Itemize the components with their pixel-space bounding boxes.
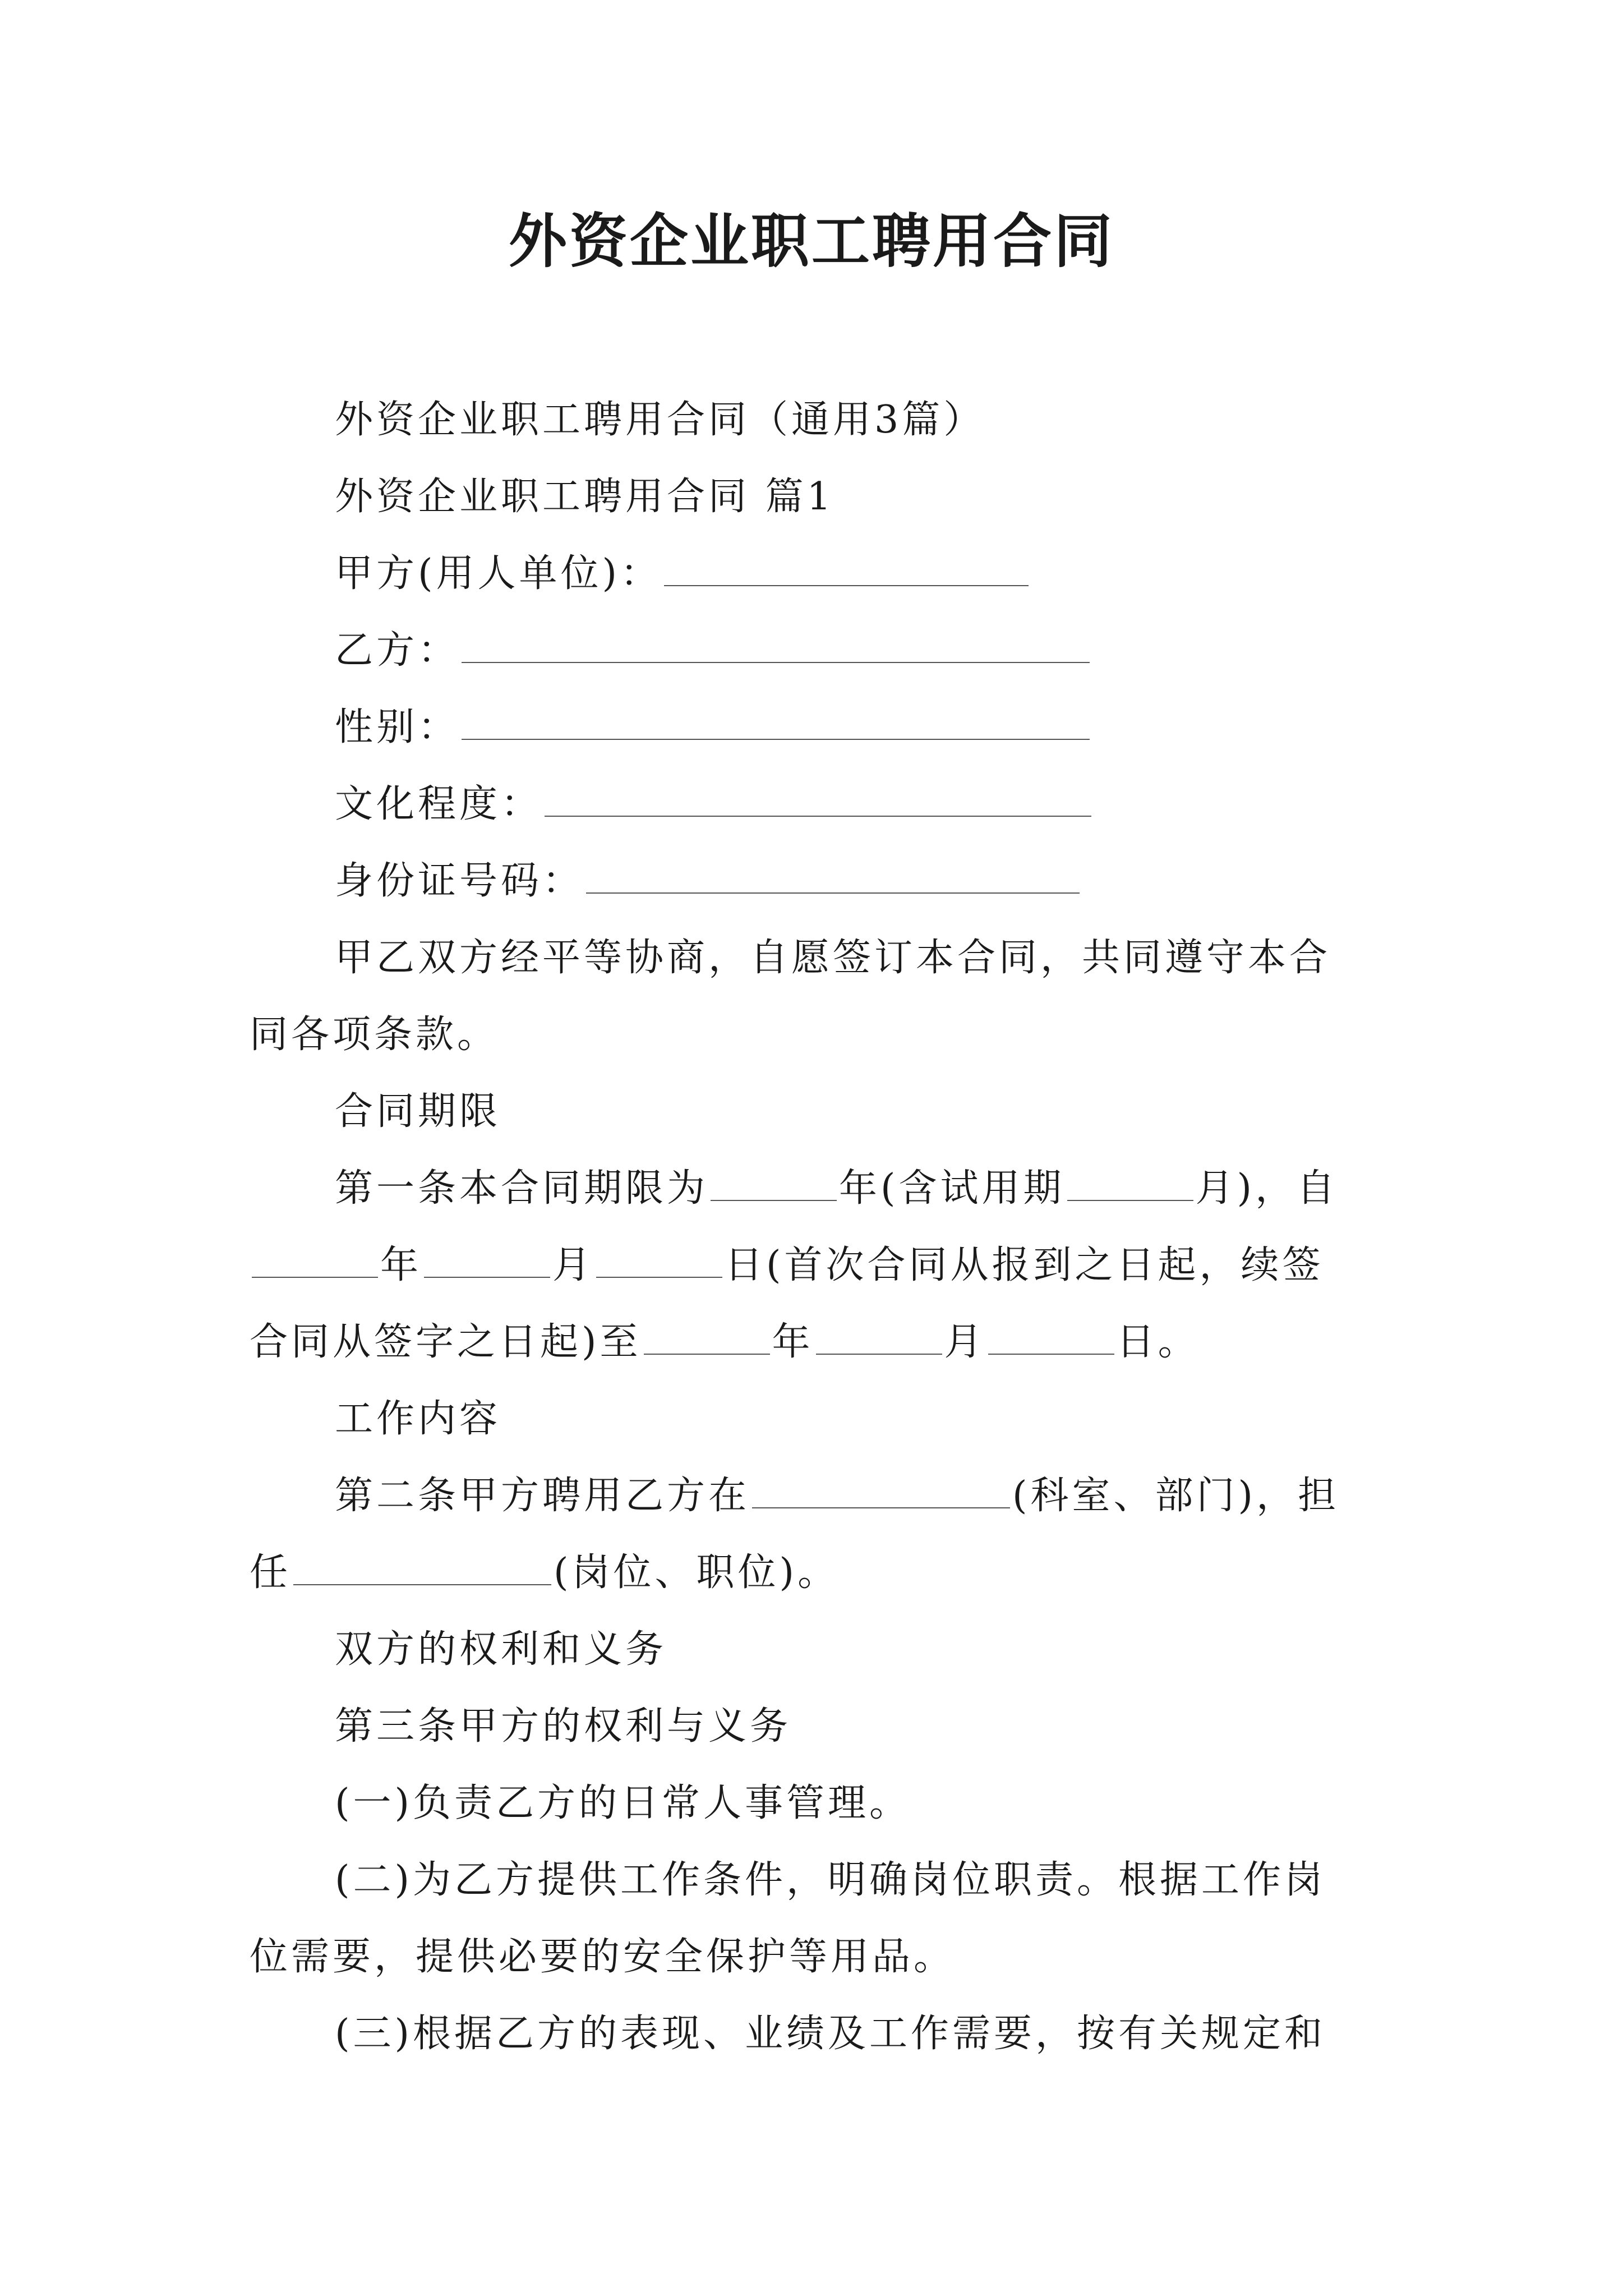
article1-text: 日(首次合同从报到之日起，续签 [725,1243,1324,1287]
article2-text: 任 [250,1550,292,1595]
article2-line-2 [250,1534,1390,1611]
article2-text: 第二条甲方聘用乙方在 [335,1474,750,1518]
position-blank[interactable] [293,1584,551,1585]
gender-field [250,689,1390,766]
end-month-blank[interactable] [816,1354,942,1355]
rights-heading: 双方的权利和义务 [335,1627,667,1672]
end-year-blank[interactable] [644,1354,770,1355]
party-a-field [250,535,1390,612]
start-month-blank[interactable] [424,1277,550,1278]
id-number-blank[interactable] [586,892,1080,894]
section-heading: 外资企业职工聘用合同 篇1 [335,475,834,519]
start-year-blank[interactable] [252,1277,378,1278]
article1-line-3 [250,1304,1390,1381]
intro-line-2: 同各项条款。 [250,1013,499,1057]
party-a-label: 甲方(用人单位)： [335,551,662,596]
article1-line-1 [250,1150,1390,1227]
gender-blank[interactable] [462,739,1090,740]
party-b-blank[interactable] [462,662,1090,663]
education-label: 文化程度： [335,782,543,826]
article3-heading: 第三条甲方的权利与义务 [335,1704,792,1749]
probation-months-blank[interactable] [1067,1200,1193,1201]
id-number-label: 身份证号码： [335,859,584,903]
article1-text: 年 [772,1320,814,1364]
article1-text: 月 [552,1243,594,1287]
article1-line-2 [250,1227,1390,1304]
article2-text: (科室、部门)，担 [1012,1474,1340,1518]
article2-line-1 [250,1457,1390,1534]
article1-text: 年 [380,1243,422,1287]
gender-label: 性别： [335,705,460,749]
subtitle: 外资企业职工聘用合同（通用3篇） [335,398,985,442]
id-number-field [250,843,1390,919]
party-a-blank[interactable] [664,585,1029,586]
page-title: 外资企业职工聘用合同 [508,206,1114,275]
end-day-blank[interactable] [988,1354,1114,1355]
term-heading: 合同期限 [335,1089,501,1134]
party-b-label: 乙方： [335,628,460,673]
years-blank[interactable] [711,1200,837,1201]
intro-line-1: 甲乙双方经平等协商，自愿签订本合同，共同遵守本合 [335,936,1331,980]
department-blank[interactable] [752,1507,1010,1508]
education-blank[interactable] [545,816,1091,817]
item-2-line-2: 位需要，提供必要的安全保护等用品。 [250,1935,956,1979]
article1-text: 第一条本合同期限为 [335,1166,709,1211]
article1-text: 日。 [1116,1320,1200,1364]
article1-text: 年(含试用期 [839,1166,1065,1211]
item-1: (一)负责乙方的日常人事管理。 [335,1781,911,1825]
article1-text: 月 [944,1320,986,1364]
article1-text: 合同从签字之日起)至 [250,1320,642,1364]
start-day-blank[interactable] [596,1277,722,1278]
item-3-line-1: (三)根据乙方的表现、业绩及工作需要，按有关规定和 [335,2012,1326,2056]
article1-text: 月)，自 [1195,1166,1339,1211]
party-b-field [250,612,1390,689]
item-2-line-1: (二)为乙方提供工作条件，明确岗位职责。根据工作岗 [335,1858,1326,1902]
document-body [250,381,1390,2072]
article2-text: (岗位、职位)。 [554,1550,840,1595]
work-heading: 工作内容 [335,1397,501,1441]
education-field [250,766,1390,843]
